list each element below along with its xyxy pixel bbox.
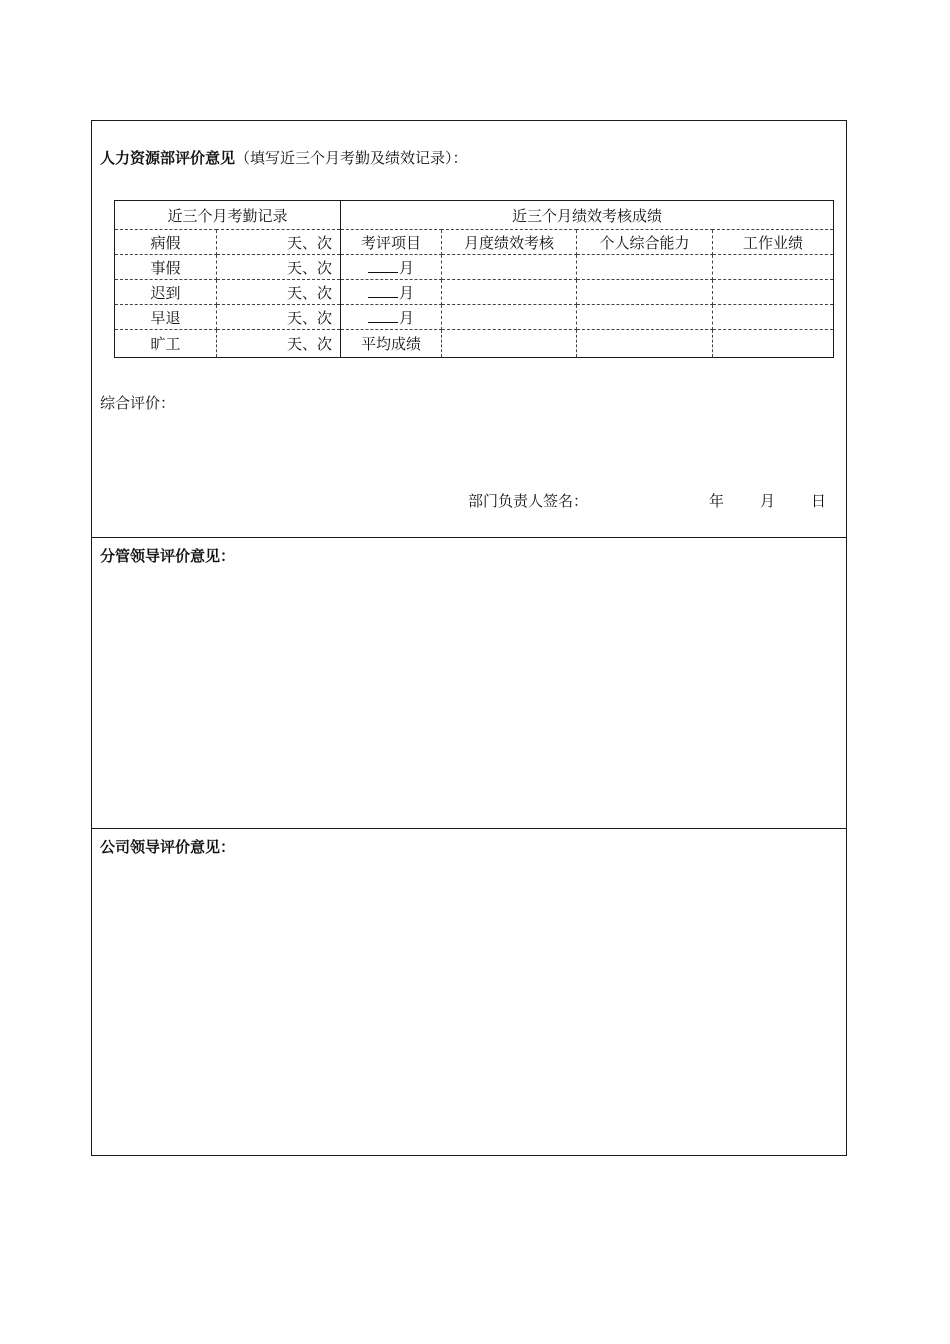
table-row [115,255,834,280]
attendance-type: 旷工 [115,330,217,358]
work-performance-header: 工作业绩 [713,230,834,255]
evaluation-form [91,120,847,1156]
attendance-type: 迟到 [115,280,217,305]
personal-ability-header: 个人综合能力 [577,230,713,255]
hr-section [92,121,846,538]
personal-ability-cell[interactable] [577,255,713,280]
monthly-assessment-cell[interactable] [442,255,577,280]
attendance-unit: 天、次 [217,305,341,330]
monthly-assessment-cell[interactable] [442,280,577,305]
date-year-label: 年 [709,492,725,510]
month-blank[interactable] [368,283,398,298]
month-blank[interactable] [368,308,398,323]
table-row [115,230,834,255]
company-leader-section [92,829,846,1155]
overall-evaluation-label: 综合评价： [100,394,176,412]
month-label: 月 [398,283,414,302]
table-row [115,305,834,330]
attendance-type: 病假 [115,230,217,255]
month-cell[interactable] [341,280,442,305]
hr-section-heading [100,148,468,168]
attendance-performance-table [114,200,834,358]
table-row [115,280,834,305]
monthly-assessment-header: 月度绩效考核 [442,230,577,255]
month-cell[interactable] [341,255,442,280]
performance-header: 近三个月绩效考核成绩 [341,201,834,230]
division-leader-title: 分管领导评价意见： [100,547,236,565]
month-label: 月 [398,308,414,327]
signature-label: 部门负责人签名： [468,492,589,510]
personal-ability-cell[interactable] [577,280,713,305]
hr-section-note: （填写近三个月考勤及绩效记录）： [235,149,468,167]
company-leader-title: 公司领导评价意见： [100,838,236,856]
date-month-label: 月 [760,492,776,510]
attendance-unit: 天、次 [217,280,341,305]
month-blank[interactable] [368,258,398,273]
monthly-assessment-cell[interactable] [442,330,577,358]
month-cell[interactable] [341,305,442,330]
attendance-type: 早退 [115,305,217,330]
average-score-label: 平均成绩 [341,330,442,358]
work-performance-cell[interactable] [713,305,834,330]
performance-item-header: 考评项目 [341,230,442,255]
attendance-unit: 天、次 [217,330,341,358]
work-performance-cell[interactable] [713,280,834,305]
table-header-row [115,201,834,230]
date-day-label: 日 [811,492,827,510]
monthly-assessment-cell[interactable] [442,305,577,330]
attendance-header: 近三个月考勤记录 [115,201,341,230]
attendance-type: 事假 [115,255,217,280]
work-performance-cell[interactable] [713,255,834,280]
month-label: 月 [398,258,414,277]
personal-ability-cell[interactable] [577,330,713,358]
division-leader-section [92,538,846,829]
attendance-unit: 天、次 [217,255,341,280]
work-performance-cell[interactable] [713,330,834,358]
attendance-unit: 天、次 [217,230,341,255]
hr-section-title: 人力资源部评价意见 [100,149,236,167]
table-row [115,330,834,358]
personal-ability-cell[interactable] [577,305,713,330]
